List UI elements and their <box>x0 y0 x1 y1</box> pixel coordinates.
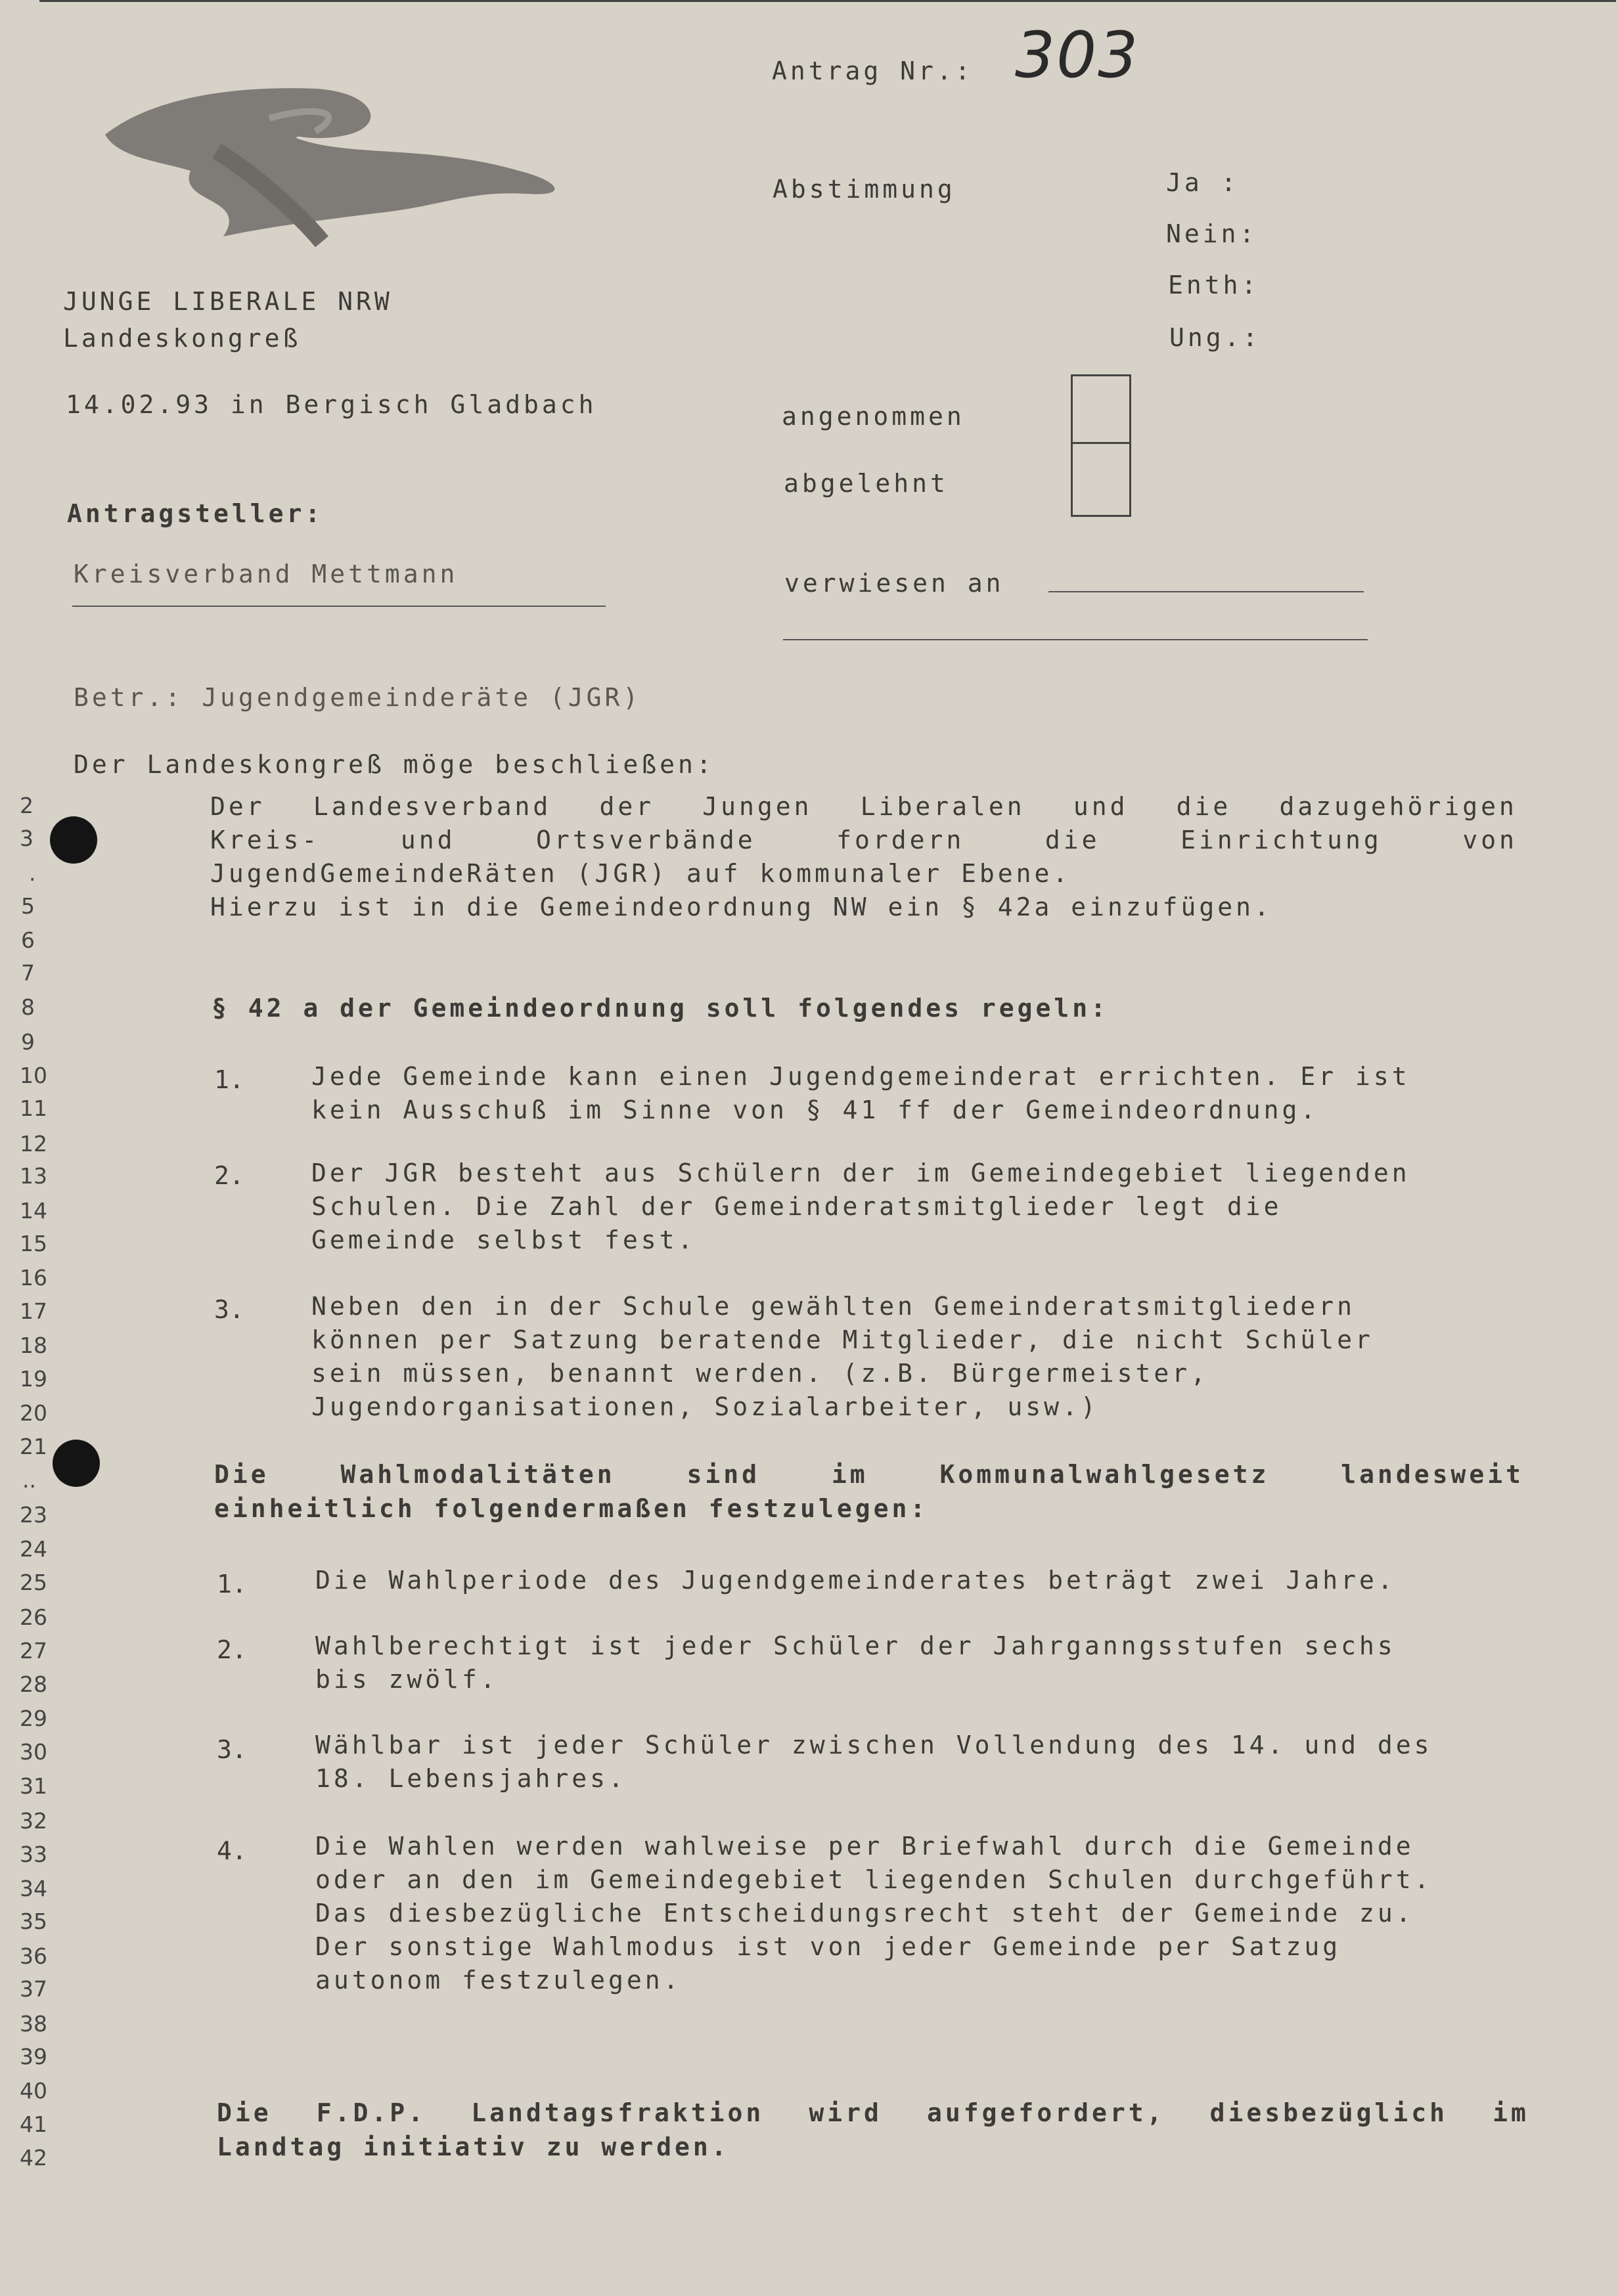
s2-item2-line1: Wahlberechtigt ist jeder Schüler der Jahrganngsstufen sechs <box>315 1631 1396 1660</box>
line-number: 5 <box>21 893 35 919</box>
line-number: 18 <box>20 1333 47 1358</box>
verwiesen-label: verwiesen an <box>784 569 1004 598</box>
para1-line2: Kreis- und Ortsverbände fordern die Einrichtung von <box>210 826 1517 854</box>
vote-ja: Ja : <box>1166 168 1240 197</box>
line-number: 27 <box>20 1638 47 1664</box>
s2-item1-number: 1. <box>217 1570 247 1599</box>
line-number: 24 <box>20 1536 47 1562</box>
line-number: 2 <box>20 793 34 818</box>
closing-line2: Landtag initiativ zu werden. <box>217 2132 730 2161</box>
abgelehnt-label: abgelehnt <box>784 469 949 498</box>
verwiesen-second-line <box>783 639 1368 640</box>
s2-item2-number: 2. <box>217 1635 247 1664</box>
line-number: 28 <box>20 1671 47 1697</box>
line-number: 39 <box>20 2044 47 2069</box>
s1-item2-line2: Schulen. Die Zahl der Gemeinderatsmitglieder legt die <box>311 1192 1282 1221</box>
line-number: 40 <box>20 2078 47 2104</box>
vote-nein: Nein: <box>1166 219 1258 248</box>
line-number: 26 <box>20 1604 47 1630</box>
verwiesen-line <box>1048 591 1364 592</box>
s1-item3-line3: sein müssen, benannt werden. (z.B. Bürgermeister, <box>311 1359 1209 1388</box>
line-number: 29 <box>20 1706 47 1731</box>
s2-item4-line4: Der sonstige Wahlmodus ist von jeder Gemeinde per Satzug <box>315 1932 1341 1961</box>
antragsteller-value: Kreisverband Mettmann <box>74 560 459 588</box>
line-number: 10 <box>20 1063 47 1088</box>
line-number: 11 <box>20 1095 47 1121</box>
line-number: 25 <box>20 1570 47 1595</box>
line-number: 13 <box>20 1163 47 1189</box>
date-place: 14.02.93 in Bergisch Gladbach <box>66 390 597 419</box>
antragsteller-label: Antragsteller: <box>67 499 324 528</box>
line-number: 33 <box>20 1842 47 1867</box>
line-number: 35 <box>20 1909 47 1934</box>
betr-line: Betr.: Jugendgemeinderäte (JGR) <box>74 683 642 712</box>
s1-item1-line2: kein Ausschuß im Sinne von § 41 ff der Gemeindeordnung. <box>311 1095 1319 1124</box>
org-subtitle: Landeskongreß <box>63 324 302 353</box>
line-number: 17 <box>20 1298 47 1324</box>
s1-item1-line1: Jede Gemeinde kann einen Jugendgemeinderat errichten. Er ist <box>311 1062 1410 1091</box>
s2-item3-number: 3. <box>217 1735 247 1764</box>
line-number: 23 <box>20 1502 47 1528</box>
s2-item4-number: 4. <box>217 1836 247 1865</box>
s1-item2-line3: Gemeinde selbst fest. <box>311 1225 696 1254</box>
line-number: 32 <box>20 1808 47 1834</box>
antrag-number: 303 <box>1015 18 1140 92</box>
line-number: 41 <box>20 2111 47 2137</box>
line-number: 19 <box>20 1366 47 1392</box>
intro-line: Der Landeskongreß möge beschließen: <box>74 750 715 779</box>
org-name: JUNGE LIBERALE NRW <box>63 287 393 316</box>
line-number: 36 <box>20 1943 47 1969</box>
vote-enth: Enth: <box>1168 271 1260 299</box>
s2-item4-line1: Die Wahlen werden wahlweise per Briefwahl durch die Gemeinde <box>315 1832 1414 1861</box>
para1-line3: JugendGemeindeRäten (JGR) auf kommunaler Ebene. <box>210 859 1071 888</box>
line-number: 16 <box>20 1265 47 1291</box>
line-number: 6 <box>21 927 35 953</box>
line-number: 37 <box>20 1976 47 2002</box>
section2-heading-line1: Die Wahlmodalitäten sind im Kommunalwahlgesetz landesweit <box>214 1460 1524 1489</box>
vote-ung: Ung.: <box>1169 323 1261 352</box>
line-number: 12 <box>20 1131 47 1157</box>
line-number: 8 <box>21 994 35 1020</box>
top-edge-line <box>39 0 1616 2</box>
s1-item3-line1: Neben den in der Schule gewählten Gemeinderatsmitgliedern <box>311 1292 1356 1321</box>
closing-line1: Die F.D.P. Landtagsfraktion wird aufgefordert, diesbezüglich im <box>217 2098 1529 2127</box>
antrag-label: Antrag Nr.: <box>772 56 974 85</box>
line-number: .. <box>22 1467 36 1493</box>
s2-item3-line1: Wählbar ist jeder Schüler zwischen Vollendung des 14. und des <box>315 1731 1433 1759</box>
abstimmung-label: Abstimmung <box>773 175 956 204</box>
line-number: 34 <box>20 1876 47 1901</box>
angenommen-label: angenommen <box>782 402 965 431</box>
s2-item4-line3: Das diesbezügliche Entscheidungsrecht steht der Gemeinde zu. <box>315 1899 1414 1928</box>
s1-item2-number: 2. <box>214 1161 244 1190</box>
line-number: 7 <box>21 960 35 986</box>
line-number: 30 <box>20 1739 47 1765</box>
line-number: 20 <box>20 1400 47 1426</box>
s2-item4-line5: autonom festzulegen. <box>315 1966 682 1995</box>
s2-item2-line2: bis zwölf. <box>315 1665 499 1694</box>
line-number: 15 <box>20 1231 47 1256</box>
abgelehnt-checkbox[interactable] <box>1071 442 1131 517</box>
line-number: 31 <box>20 1773 47 1799</box>
antragsteller-underline <box>72 606 606 607</box>
line-number: 42 <box>20 2145 47 2171</box>
line-number: 3 <box>20 826 34 851</box>
section2-heading-line2: einheitlich folgendermaßen festzulegen: <box>214 1494 929 1523</box>
line-number: 9 <box>21 1029 35 1055</box>
para1-line1: Der Landesverband der Jungen Liberalen und die dazugehörigen <box>210 792 1517 821</box>
section1-heading: § 42 a der Gemeindeordnung soll folgendes regeln: <box>212 994 1110 1023</box>
line-number: 21 <box>20 1434 47 1459</box>
s1-item3-line2: können per Satzung beratende Mitglieder, die nicht Schüler <box>311 1325 1374 1354</box>
line-number: 38 <box>20 2011 47 2037</box>
s1-item3-line4: Jugendorganisationen, Sozialarbeiter, usw.) <box>311 1392 1099 1421</box>
line-number: 14 <box>20 1198 47 1224</box>
s2-item1-line1: Die Wahlperiode des Jugendgemeinderates beträgt zwei Jahre. <box>315 1566 1396 1595</box>
angenommen-checkbox[interactable] <box>1071 374 1131 442</box>
junge-liberale-logo <box>99 72 663 250</box>
s1-item2-line1: Der JGR besteht aus Schülern der im Gemeindegebiet liegenden <box>311 1159 1410 1187</box>
s2-item4-line2: oder an den im Gemeindegebiet liegenden Schulen durchgeführt. <box>315 1865 1433 1894</box>
s2-item3-line2: 18. Lebensjahres. <box>315 1764 627 1793</box>
s1-item1-number: 1. <box>214 1065 244 1094</box>
s1-item3-number: 3. <box>214 1295 244 1324</box>
line-number: . <box>29 860 36 886</box>
para1-line4: Hierzu ist in die Gemeindeordnung NW ein § 42a einzufügen. <box>210 893 1272 921</box>
